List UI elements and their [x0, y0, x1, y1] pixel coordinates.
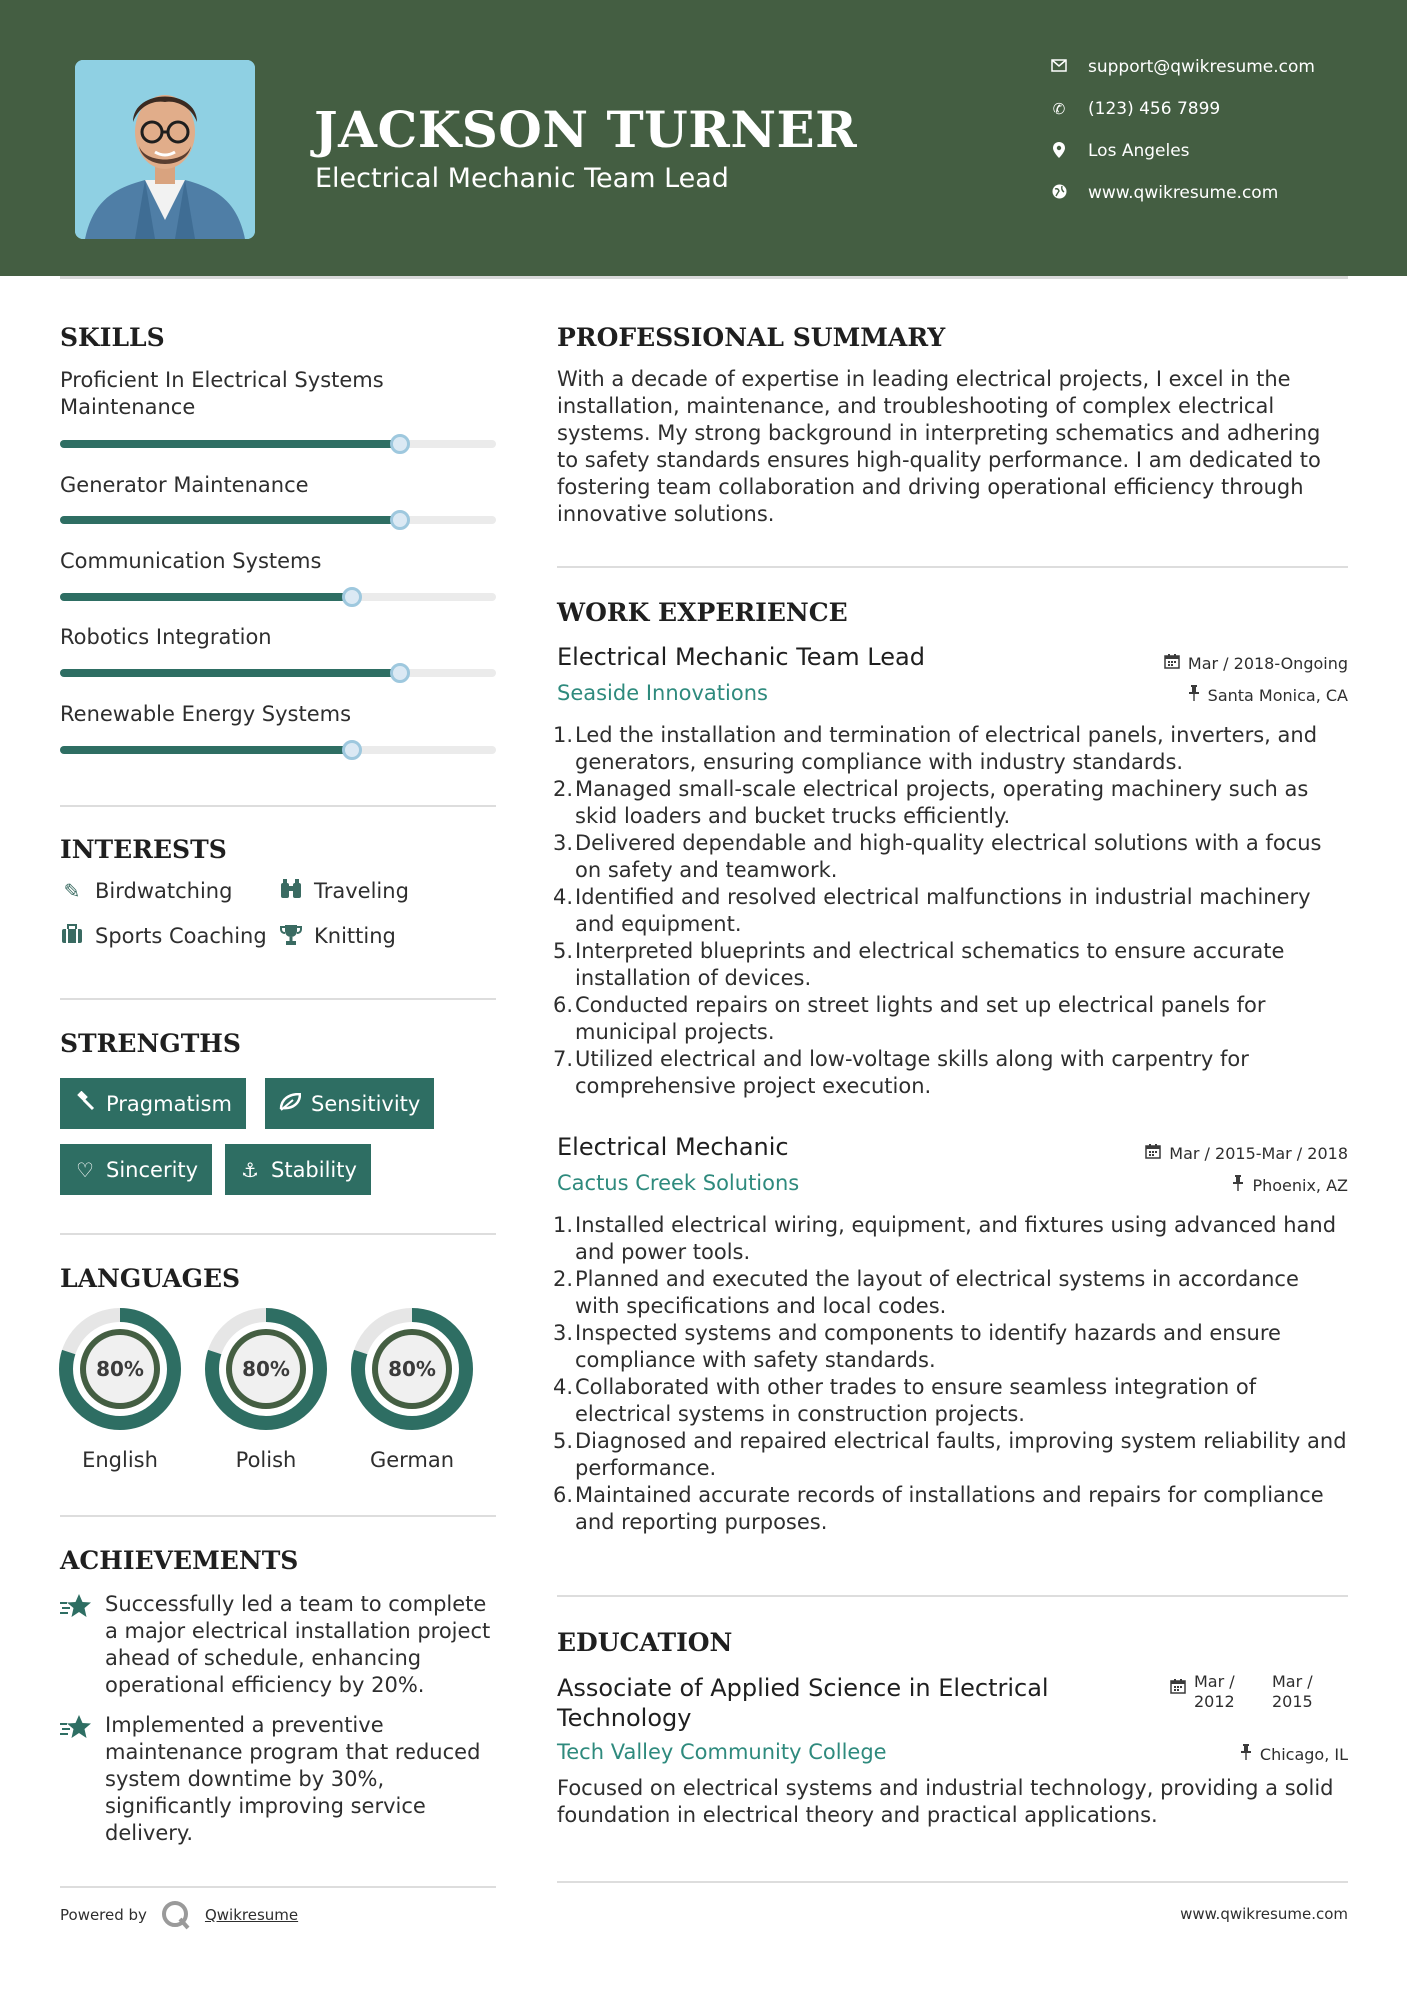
contact-email-text: support@qwikresume.com — [1088, 57, 1315, 77]
contact-location-text: Los Angeles — [1088, 141, 1190, 161]
gavel-icon — [74, 1091, 96, 1116]
star-icon — [60, 1714, 92, 1740]
candidate-title: Electrical Mechanic Team Lead — [315, 163, 729, 194]
profile-photo — [75, 60, 255, 239]
duty-item: 1. Installed electrical wiring, equipment, and fixtures using advanced hand and power tools. — [552, 1213, 1337, 1264]
footer-website-link[interactable]: www.qwikresume.com — [1180, 1905, 1348, 1923]
job-location — [1232, 1175, 1348, 1195]
section-divider — [60, 1233, 496, 1235]
heart-icon: ♡ — [76, 1157, 94, 1182]
pushpin-icon — [1232, 1175, 1244, 1195]
skill-bar-knob — [390, 434, 410, 454]
job-location-text: Phoenix, AZ — [1252, 1175, 1348, 1195]
pencil-square-icon: ✎ — [63, 879, 81, 903]
section-divider — [557, 566, 1348, 568]
skill-bar-fill — [60, 440, 400, 448]
duty-item: 7. Utilized electrical and low-voltage skills along with carpentry for comprehensive project execution. — [552, 1047, 1249, 1098]
language-name: English — [82, 1448, 158, 1472]
skills-heading: SKILLS — [60, 323, 165, 352]
contact-website[interactable] — [1050, 183, 1350, 203]
section-divider — [60, 1515, 496, 1517]
duty-item: 1. Led the installation and termination of electrical panels, inverters, and generators, ensuring compliance with industry standards. — [552, 723, 1318, 774]
interest-item — [60, 879, 232, 903]
language-item — [59, 1308, 181, 1472]
strength-tag — [60, 1144, 212, 1195]
language-item — [351, 1308, 473, 1472]
skill-bar-fill — [60, 593, 352, 601]
pushpin-icon — [1188, 685, 1200, 705]
education-start: Mar / 2012 — [1194, 1672, 1235, 1711]
duty-item: 2. Planned and executed the layout of electrical systems in accordance with specifications and local codes. — [552, 1267, 1299, 1318]
interest-label: Traveling — [314, 879, 409, 903]
language-ring — [351, 1308, 473, 1430]
achievements-heading: ACHIEVEMENTS — [60, 1546, 299, 1575]
education-description: Focused on electrical systems and industrial technology, providing a solid foundation in electrical theory and practical applications. — [557, 1776, 1334, 1827]
job-title: Electrical Mechanic Team Lead — [557, 643, 925, 671]
skill-bar-fill — [60, 669, 400, 677]
header-underline — [60, 276, 1348, 279]
calendar-icon — [1145, 1143, 1161, 1163]
candidate-name: JACKSON TURNER — [314, 100, 858, 159]
skill-bar-fill — [60, 516, 400, 524]
achievement-text: Implemented a preventive maintenance program that reduced system downtime by 30%, significantly improving service delivery. — [105, 1713, 481, 1845]
contact-website-text: www.qwikresume.com — [1088, 183, 1279, 203]
job-company: Seaside Innovations — [557, 681, 768, 705]
section-divider — [557, 1881, 1348, 1883]
achievement-text: Successfully led a team to complete a major electrical installation project ahead of schedule, enhancing operational efficiency by 20%. — [105, 1592, 491, 1697]
strength-tag — [60, 1078, 246, 1129]
skill-bar-knob — [390, 510, 410, 530]
contact-email[interactable] — [1050, 57, 1350, 77]
duty-item: 5. Interpreted blueprints and electrical schematics to ensure accurate installation of devices. — [552, 939, 1285, 990]
skill-bar-knob — [390, 663, 410, 683]
language-ring — [205, 1308, 327, 1430]
job-company: Cactus Creek Solutions — [557, 1171, 800, 1195]
education-heading: EDUCATION — [557, 1628, 733, 1657]
education-dates — [1170, 1672, 1350, 1712]
interest-item — [60, 924, 267, 948]
interests-heading: INTERESTS — [60, 835, 227, 864]
calendar-icon — [1170, 1678, 1186, 1712]
strength-label: Stability — [271, 1157, 357, 1182]
skill-label: Robotics Integration — [60, 625, 272, 649]
job-location-text: Santa Monica, CA — [1207, 685, 1348, 705]
job-location — [1188, 685, 1348, 705]
work-experience-heading: WORK EXPERIENCE — [557, 598, 848, 627]
summary-text: With a decade of expertise in leading electrical projects, I excel in the installation, maintenance, and troubleshooting of complex electrical systems. My strong background in interpreting schematics and adhering to safety standards ensures high-quality performance. I am dedicated to fostering team collaboration and driving operational efficiency through innovative solutions. — [557, 367, 1321, 526]
strength-label: Pragmatism — [106, 1091, 232, 1116]
strength-label: Sensitivity — [311, 1091, 421, 1116]
star-icon — [60, 1593, 92, 1619]
phone-icon: ✆ — [1052, 100, 1066, 118]
duty-item: 3. Delivered dependable and high-quality electrical solutions with a focus on safety and teamwork. — [552, 831, 1322, 882]
duty-item: 3. Inspected systems and components to identify hazards and ensure compliance with safety standards. — [552, 1321, 1281, 1372]
strength-label: Sincerity — [106, 1157, 199, 1182]
section-divider — [557, 1595, 1348, 1597]
strength-tag — [225, 1144, 371, 1195]
skill-bar-knob — [342, 587, 362, 607]
skill-label: Renewable Energy Systems — [60, 702, 352, 726]
contact-phone-text: (123) 456 7899 — [1088, 99, 1221, 119]
powered-by-text: Powered by — [60, 1906, 147, 1924]
summary-heading: PROFESSIONAL SUMMARY — [557, 323, 946, 352]
briefcase-icon — [60, 924, 84, 948]
trophy-icon — [279, 924, 303, 948]
languages-heading: LANGUAGES — [60, 1264, 241, 1293]
job-title: Electrical Mechanic — [557, 1133, 789, 1161]
skill-bar — [60, 593, 496, 601]
job-dates — [1164, 653, 1348, 673]
leaf-icon — [279, 1092, 301, 1116]
language-percent: 80% — [242, 1357, 290, 1381]
language-percent: 80% — [96, 1357, 144, 1381]
degree-title: Associate of Applied Science in Electrical Technology — [557, 1674, 1049, 1732]
duty-item: 6. Conducted repairs on street lights and set up electrical panels for municipal projects. — [552, 993, 1266, 1044]
anchor-icon: ⚓ — [241, 1157, 259, 1182]
interest-item — [279, 924, 396, 948]
language-percent: 80% — [388, 1357, 436, 1381]
skill-bar-fill — [60, 746, 352, 754]
skill-label: Communication Systems — [60, 549, 322, 573]
language-ring — [59, 1308, 181, 1430]
duty-item: 2. Managed small-scale electrical projects, operating machinery such as skid loaders and bucket trucks efficiently. — [552, 777, 1309, 828]
contact-location — [1050, 141, 1350, 161]
skill-label: Proficient In Electrical Systems Maintenance — [60, 368, 384, 419]
job-duties-list — [552, 1212, 1347, 1536]
binoculars-icon — [279, 879, 303, 903]
job-duties-list — [552, 722, 1347, 1100]
skill-bar-knob — [342, 740, 362, 760]
skill-bar — [60, 669, 496, 677]
language-name: Polish — [235, 1448, 297, 1472]
section-divider — [60, 805, 496, 807]
duty-item: 6. Maintained accurate records of installations and repairs for compliance and reporting purposes. — [552, 1483, 1324, 1534]
powered-by — [60, 1900, 298, 1930]
duty-item: 5. Diagnosed and repaired electrical faults, improving system reliability and performance. — [552, 1429, 1347, 1480]
skill-bar — [60, 440, 496, 448]
skill-bar — [60, 746, 496, 754]
school-name: Tech Valley Community College — [557, 1740, 887, 1764]
interest-label: Knitting — [314, 924, 396, 948]
map-pin-icon — [1050, 142, 1068, 160]
job-dates-text: Mar / 2015-Mar / 2018 — [1169, 1143, 1348, 1163]
qwikresume-link[interactable]: Qwikresume — [204, 1906, 299, 1924]
calendar-icon — [1164, 653, 1180, 673]
education-location-text: Chicago, IL — [1259, 1744, 1348, 1764]
strength-tag — [265, 1078, 434, 1129]
job-dates-text: Mar / 2018-Ongoing — [1187, 653, 1348, 673]
language-name: German — [369, 1448, 455, 1472]
interest-label: Sports Coaching — [95, 924, 267, 948]
globe-icon — [1050, 184, 1068, 202]
section-divider — [60, 998, 496, 1000]
education-end: Mar / 2015 — [1272, 1672, 1313, 1711]
duty-item: 4. Collaborated with other trades to ensure seamless integration of electrical systems in construction projects. — [552, 1375, 1257, 1426]
language-item — [205, 1308, 327, 1472]
envelope-icon — [1050, 58, 1068, 76]
interest-item — [279, 879, 409, 903]
contact-phone[interactable] — [1050, 99, 1350, 119]
job-dates — [1145, 1143, 1348, 1163]
strengths-heading: STRENGTHS — [60, 1029, 241, 1058]
duty-item: 4. Identified and resolved electrical malfunctions in industrial machinery and equipment. — [552, 885, 1311, 936]
pushpin-icon — [1240, 1744, 1252, 1764]
section-divider — [60, 1886, 496, 1888]
qwikresume-logo-icon — [161, 1900, 191, 1930]
skill-bar — [60, 516, 496, 524]
skill-label: Generator Maintenance — [60, 473, 309, 497]
education-location — [1240, 1744, 1348, 1764]
interest-label: Birdwatching — [95, 879, 233, 903]
